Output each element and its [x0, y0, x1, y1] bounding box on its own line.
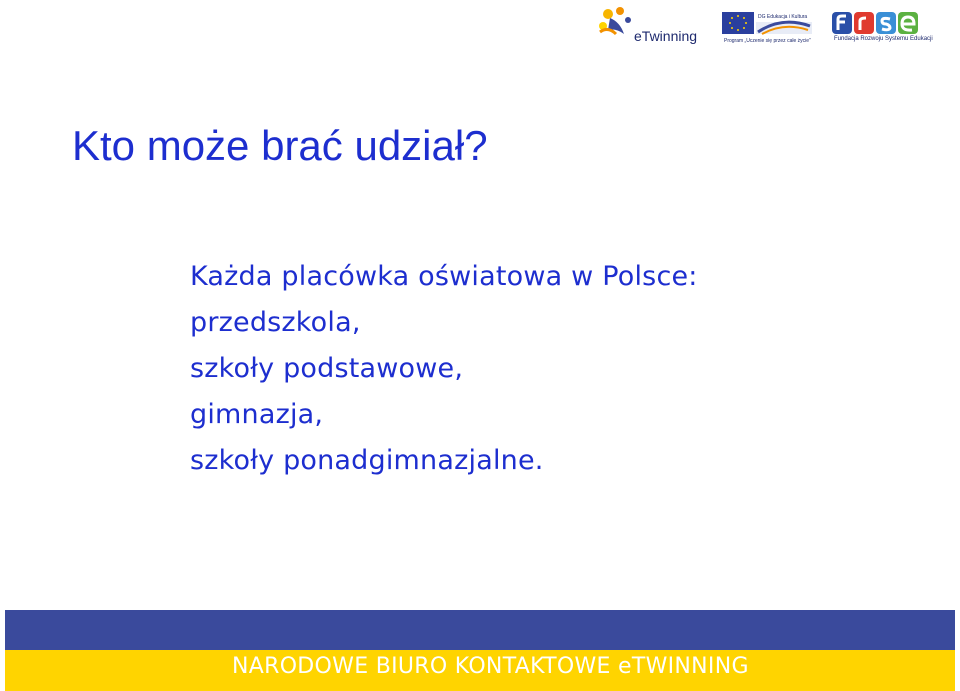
list-item: gimnazja, [190, 399, 324, 430]
footer-text: NARODOWE BIURO KONTAKTOWE eTWINNING [232, 654, 749, 679]
frse-logo [832, 10, 954, 48]
eu-logo-text-top: DG Edukacja i Kultura [758, 14, 808, 20]
list-item: Każda placówka oświatowa w Polsce: [190, 261, 698, 292]
partner-logos [580, 0, 960, 60]
eligibility-list [190, 254, 698, 484]
footer-band-blue [5, 610, 955, 650]
etwinning-logo-text: eTwinning [634, 28, 698, 44]
frse-letters-icon [832, 10, 954, 36]
list-item: szkoły podstawowe, [190, 353, 464, 384]
eu-logo-text-bottom: Program „Uczenie się przez całe życie” [724, 38, 811, 44]
list-item: szkoły ponadgimnazjalne. [190, 445, 544, 476]
eu-program-logo [722, 12, 814, 46]
frse-logo-text: Fundacja Rozwoju Systemu Edukacji [834, 36, 933, 42]
list-item: przedszkola, [190, 307, 361, 338]
etwinning-logo [594, 4, 712, 44]
slide-title: Kto może brać udział? [72, 122, 488, 169]
